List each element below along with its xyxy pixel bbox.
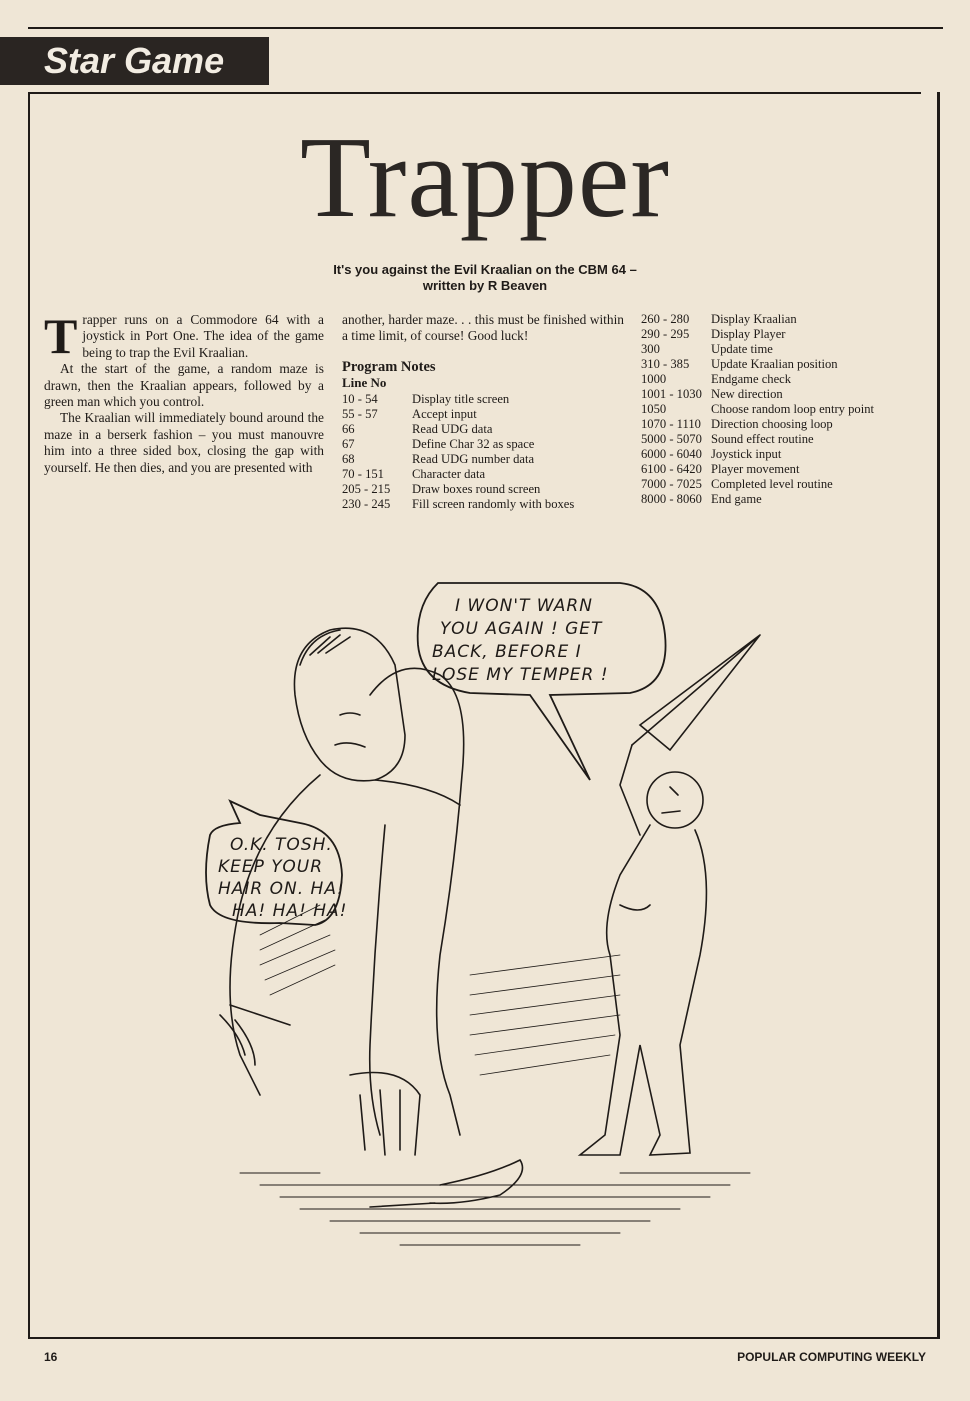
- note-description: Endgame check: [711, 372, 792, 386]
- program-notes-heading: Program Notes: [342, 358, 436, 375]
- program-notes-subheading: Line No: [342, 375, 387, 391]
- note-description: Draw boxes round screen: [412, 481, 541, 496]
- subtitle-byline: written by R Beaven: [422, 278, 548, 293]
- page-number: 16: [44, 1350, 58, 1364]
- bubble-right-line-1: I WON'T WARN: [455, 596, 593, 616]
- program-note-row: [641, 492, 931, 507]
- program-note-row: [342, 407, 624, 422]
- section-tag: Star Game: [0, 37, 269, 85]
- program-notes-list-2: [641, 312, 931, 507]
- body-column-1: [44, 308, 324, 476]
- bubble-left-line-2: KEEP YOUR: [218, 857, 324, 877]
- program-note-row: [641, 342, 931, 357]
- note-line-number: 1001 - 1030: [641, 387, 702, 401]
- article-title: Trapper: [299, 114, 670, 242]
- program-note-row: [342, 452, 624, 467]
- bubble-left-line-1: O.K. TOSH.: [230, 835, 333, 855]
- note-description: Display title screen: [412, 391, 510, 406]
- program-note-row: [641, 447, 931, 462]
- intro-paragraph-2: At the start of the game, a random maze is drawn, then the Kraalian appears, followed by a green man which you control.: [44, 361, 324, 410]
- bubble-right-line-4: LOSE MY TEMPER !: [432, 665, 609, 685]
- program-note-row: [342, 437, 624, 452]
- note-description: Read UDG data: [412, 421, 493, 436]
- program-note-row: [641, 372, 931, 387]
- note-line-number: 67: [342, 436, 355, 451]
- article-subtitle: [255, 262, 715, 294]
- top-rule: [28, 27, 943, 29]
- bubble-right-line-3: BACK, BEFORE I: [432, 642, 582, 662]
- intro-p1-text: rapper runs on a Commodore 64 with a joystick in Port One. The idea of the game being to trap the Evil Kraalian.: [82, 312, 324, 360]
- note-line-number: 8000 - 8060: [641, 492, 702, 506]
- intro-paragraph-3: The Kraalian will immediately bound around the maze in a berserk fashion – you must manouvre him into a three sided box, closing the gap with yourself. He then dies, and you are presented with: [44, 410, 324, 475]
- note-description: New direction: [711, 387, 783, 401]
- program-notes-list-1: [342, 392, 624, 512]
- note-line-number: 290 - 295: [641, 327, 690, 341]
- note-description: Update time: [711, 342, 773, 356]
- ground-hatching: [240, 1173, 750, 1245]
- subtitle-line-1: It's you against the Evil Kraalian on the CBM 64 –: [333, 262, 637, 277]
- note-description: Direction choosing loop: [711, 417, 833, 431]
- note-description: Joystick input: [711, 447, 782, 461]
- note-line-number: 5000 - 5070: [641, 432, 702, 446]
- program-note-row: [641, 477, 931, 492]
- bubble-left-line-4: HA! HA! HA!: [232, 901, 348, 921]
- note-line-number: 205 - 215: [342, 481, 391, 496]
- program-note-row: [641, 462, 931, 477]
- speech-bubble-left: [206, 801, 348, 925]
- note-line-number: 6000 - 6040: [641, 447, 702, 461]
- standing-man-figure: [580, 635, 760, 1155]
- note-description: Choose random loop entry point: [711, 402, 874, 416]
- speech-bubble-right: [418, 583, 666, 780]
- program-note-row: [342, 392, 624, 407]
- note-description: Character data: [412, 466, 486, 481]
- program-note-row: [342, 482, 624, 497]
- note-description: Player movement: [711, 462, 800, 476]
- note-line-number: 7000 - 7025: [641, 477, 702, 491]
- note-line-number: 66: [342, 421, 355, 436]
- note-line-number: 70 - 151: [342, 466, 384, 481]
- bubble-right-line-2: YOU AGAIN ! GET: [440, 619, 603, 639]
- note-line-number: 1000: [641, 372, 667, 386]
- note-description: Display Player: [711, 327, 786, 341]
- note-line-number: 1070 - 1110: [641, 417, 701, 431]
- program-note-row: [641, 387, 931, 402]
- note-description: Update Kraalian position: [711, 357, 838, 371]
- note-line-number: 300: [641, 342, 660, 356]
- note-line-number: 6100 - 6420: [641, 462, 702, 476]
- note-line-number: 68: [342, 451, 355, 466]
- frame-right-border: [937, 92, 940, 1337]
- program-note-row: [342, 422, 624, 437]
- note-line-number: 55 - 57: [342, 406, 378, 421]
- magazine-name: POPULAR COMPUTING WEEKLY: [737, 1350, 926, 1364]
- note-line-number: 310 - 385: [641, 357, 690, 371]
- note-description: Read UDG number data: [412, 451, 535, 466]
- body-column-2: [342, 312, 624, 512]
- note-description: Sound effect routine: [711, 432, 814, 446]
- frame-left-border: [28, 92, 30, 1337]
- program-note-row: [641, 402, 931, 417]
- program-note-row: [641, 312, 931, 327]
- program-note-row: [342, 467, 624, 482]
- program-note-row: [342, 497, 624, 512]
- intro-paragraph-4: another, harder maze. . . this must be finished within a time limit, of course! Good luck!: [342, 312, 624, 344]
- note-description: Completed level routine: [711, 477, 833, 491]
- note-line-number: 1050: [641, 402, 667, 416]
- note-description: Define Char 32 as space: [412, 436, 535, 451]
- bubble-left-line-3: HAIR ON. HA!: [218, 879, 345, 899]
- note-description: Display Kraalian: [711, 312, 797, 326]
- note-description: Fill screen randomly with boxes: [412, 496, 575, 511]
- note-line-number: 230 - 245: [342, 496, 391, 511]
- note-line-number: 260 - 280: [641, 312, 690, 326]
- program-note-row: [641, 432, 931, 447]
- header-rule: [28, 92, 921, 94]
- program-note-row: [641, 417, 931, 432]
- body-column-3: [641, 312, 931, 507]
- program-note-row: [641, 327, 931, 342]
- note-description: End game: [711, 492, 762, 506]
- cartoon-illustration: [200, 575, 790, 1260]
- shadow-hatching: [260, 905, 620, 1075]
- program-note-row: [641, 357, 931, 372]
- note-description: Accept input: [412, 406, 477, 421]
- intro-paragraph-1: [44, 308, 324, 364]
- note-line-number: 10 - 54: [342, 391, 378, 406]
- bottom-rule: [28, 1337, 940, 1339]
- drop-cap: T: [44, 308, 78, 364]
